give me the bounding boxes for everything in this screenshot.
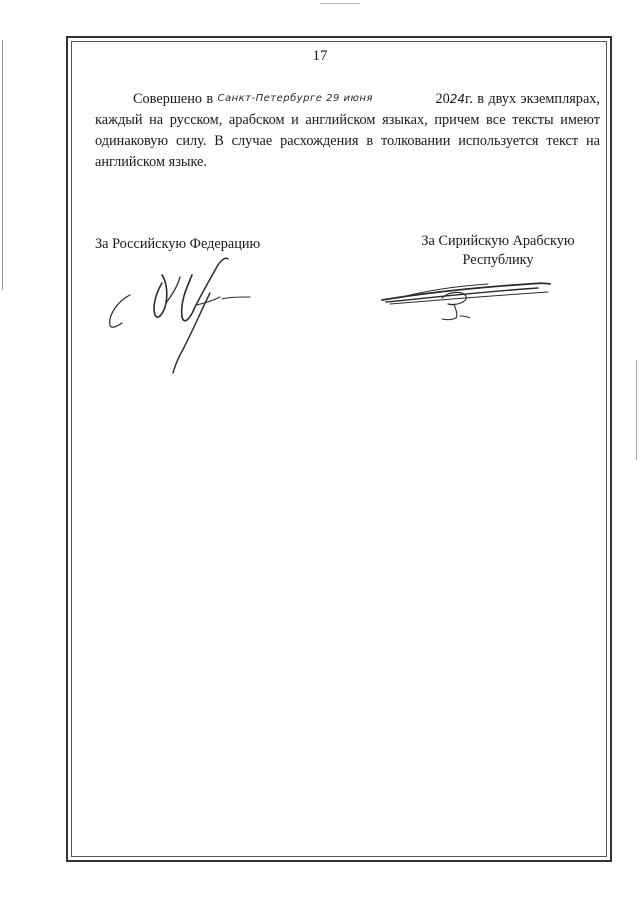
- signatory-russia-label: За Российскую Федерацию: [95, 236, 261, 252]
- signatory-syria-label: [400, 232, 596, 270]
- scan-edge-left: [2, 40, 3, 290]
- text-before-place: Совершено в: [133, 91, 214, 107]
- text-after-year: г. в двух экземплярах, каждый на русском, арабском и английском языках, причем все тексты имеют одинаковую силу. В случае расхождения в толковании используется текст на английском языке.: [95, 91, 601, 170]
- signature-syria: [378, 272, 558, 324]
- page-number: 17: [312, 48, 328, 64]
- signature-russia: [100, 245, 270, 380]
- body-paragraph: [95, 88, 600, 173]
- signatory-syria-label-line2: Республику: [462, 252, 534, 268]
- place-handwritten: Санкт-Петербурге 29 июня: [217, 93, 373, 104]
- year-handwritten: 24: [449, 92, 466, 106]
- scan-edge-right: [636, 360, 637, 460]
- year-printed-prefix: 20: [435, 91, 450, 107]
- signatory-syria-label-line1: За Сирийскую Арабскую: [421, 233, 575, 249]
- scan-top-mark: [320, 0, 360, 4]
